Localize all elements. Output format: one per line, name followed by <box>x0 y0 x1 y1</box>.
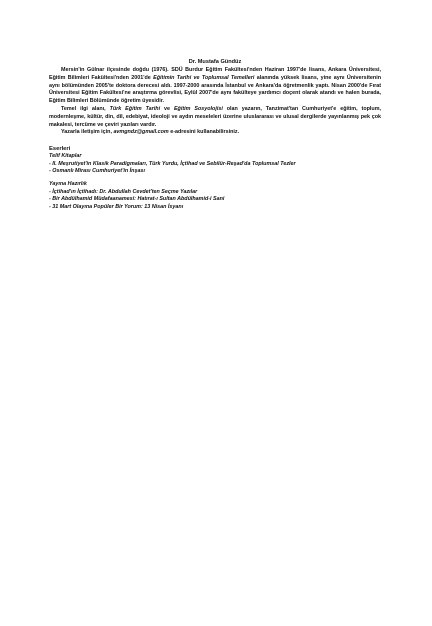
bio-paragraph-1 <box>49 67 381 106</box>
author-name: Dr. Mustafa Gündüz <box>188 59 242 65</box>
contact-email: avmgndz@gmail.com <box>113 129 169 136</box>
list-item: - Bir Abdülhamid Müdafaanamesi: Hatırat-ı Sultan Abdülhamid-i Sani <box>49 196 225 203</box>
works-heading: Eserleri <box>49 146 71 153</box>
bio-p3-text-b: e-adresini kullanabilirsiniz. <box>168 129 240 136</box>
authored-list <box>49 161 381 176</box>
content-area <box>49 58 381 211</box>
list-item: - İçtihad'ın İçtihadı: Dr. Abdullah Cevdet'ten Seçme Yazılar <box>49 188 198 195</box>
bio-paragraph-2 <box>49 106 381 129</box>
authored-heading: Telif Kitaplar <box>49 153 82 160</box>
bio-p3-text-a: Yazarla iletişim için, <box>61 129 114 136</box>
bio-p1-field: Eğitimin Tarihi ve Toplumsal Temelleri <box>153 74 255 81</box>
bio-p2-text-c: olan yazarın, Tanzimat'tan Cumhuriyet'e eğitim, toplum, modernleşme, kültür, din, dil, edebiyat, ideoloji ve aydın meseleleri üzerine uluslararası ve ulusal dergilerde yayınlanmış pek çok makalesi, tercüme ve çeviri yazıları vardır. <box>49 105 381 128</box>
bio-p2-field-1: Türk Eğitim Tarihi <box>109 105 161 112</box>
edited-list <box>49 189 381 212</box>
list-item: - Osmanlı Mirası Cumhuriyet'in İnşası <box>49 168 145 175</box>
bio-p2-text-b: ve <box>160 105 174 112</box>
bio-p1-text-a: Mersin'in Gülnar ilçesinde doğdu (1976). SDÜ Burdur Eğitim Fakültesi'nden Haziran 1997'de lisans, Ankara Üniversitesi, Eğitim Bilimleri Fakültesi'nden 2001'de <box>49 67 381 81</box>
bio-paragraph-3 <box>49 129 381 137</box>
list-item: - II. Meşrutiyet'in Klasik Paradigmaları, Türk Yurdu, İçtihad ve Sebilür-Reşad'da Toplumsal Tezler <box>49 160 296 167</box>
bio-p2-text-a: Temel ilgi alanı, <box>61 105 110 112</box>
edited-heading: Yayına Hazırlık <box>49 180 87 187</box>
list-item: - 31 Mart Olayına Popüler Bir Yorum: 13 Nisan İsyanı <box>49 203 184 210</box>
bio-p1-text-b: alanında yüksek lisans, yine aynı Üniversitenin aynı bölümünden 2005'te doktora derecesi aldı. 1997-2000 arasında İstanbul ve Ankara'da öğretmenlik yaptı. Nisan 2000'de Fırat Üniversitesi Eğitim Fakültesi'ne araştırma görevlisi, Eylül 2007'de aynı fakülteye yardımcı doçent olarak atandı ve halen burada, Eğitim Bilimleri Bölümünde öğretim üyesidir. <box>49 74 382 105</box>
bio-p2-field-2: Eğitim Sosyolojisi <box>173 105 223 112</box>
